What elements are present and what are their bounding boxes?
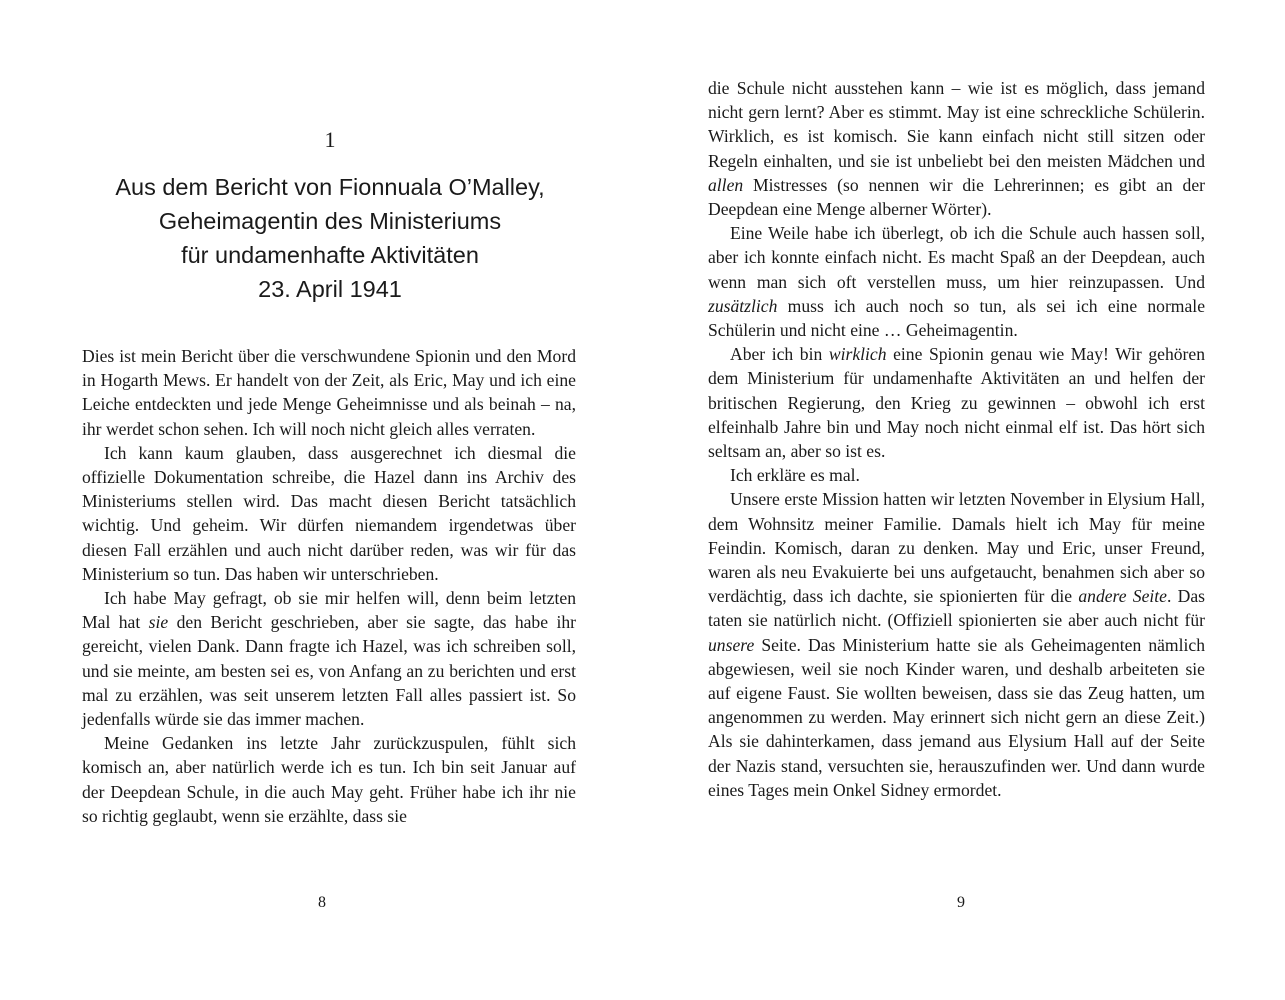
chapter-title-date: 23. April 1941 bbox=[258, 276, 402, 302]
paragraph bbox=[708, 221, 1205, 342]
text-run: Unsere erste Mission hatten wir letzten November in Elysium Hall, dem Wohnsitz meiner Familie. Damals hielt ich May für meine Feindin. Komisch, daran zu denken. May und Eric, unser Freund, waren als neu Evakuierte bei uns aufgetaucht, benahmen sich aber so verdächtig, dass ich dachte, sie spionierten für die bbox=[708, 489, 1205, 607]
text-run: den Bericht geschrieben, aber sie sagte, das habe ihr gereicht, vielen Dank. Dann fragte ich Hazel, was ich schreiben soll, und sie meinte, am besten sei es, von Anfang an zu berichten und erst mal zu erzählen, was seit unserem letzten Fall alles passiert ist. So jedenfalls würde sie das immer machen. bbox=[82, 612, 576, 730]
emphasis: wirklich bbox=[828, 344, 887, 365]
paragraph: Ich erkläre es mal. bbox=[730, 465, 860, 486]
paragraph bbox=[82, 586, 576, 731]
right-body-text bbox=[708, 76, 1205, 802]
emphasis: andere Seite bbox=[1078, 586, 1167, 607]
right-page bbox=[643, 0, 1285, 1000]
paragraph: Meine Gedanken ins letzte Jahr zurückzuspulen, fühlt sich komisch an, aber natürlich werde ich es tun. Ich bin seit Januar auf der Deepdean Schule, in die auch May geht. Früher habe ich ihr nie so richtig geglaubt, wenn sie erzählte, dass sie bbox=[82, 733, 576, 826]
page-number: 8 bbox=[318, 894, 326, 911]
emphasis: sie bbox=[148, 612, 169, 633]
emphasis: unsere bbox=[708, 634, 755, 655]
text-run: . Das taten sie natürlich nicht. (Offiziell spionierten sie aber auch nicht für bbox=[708, 586, 1205, 631]
paragraph: Dies ist mein Bericht über die verschwundene Spionin und den Mord in Hogarth Mews. Er handelt von der Zeit, als Eric, May und ich eine Leiche entdeckten und jede Menge Geheimnisse und als beinah – na, ihr werdet schon sehen. Ich will noch nicht gleich alles verraten. bbox=[82, 346, 576, 439]
text-run: muss ich auch noch so tun, als sei ich eine normale Schülerin und nicht eine … Geheimagentin. bbox=[708, 295, 1205, 341]
chapter-number: 1 bbox=[324, 127, 336, 152]
paragraph bbox=[708, 487, 1205, 802]
text-run: Eine Weile habe ich überlegt, ob ich die Schule auch hassen soll, aber ich konnte einfach nicht. Es macht Spaß an der Deepdean, auch wenn man sich oft verstellen muss, um hier reinzupassen. Und bbox=[708, 223, 1205, 292]
text-run: Aber ich bin bbox=[730, 344, 829, 365]
text-run: die Schule nicht ausstehen kann – wie ist es möglich, dass jemand nicht gern lernt? Aber es stimmt. May ist eine schreckliche Schülerin. Wirklich, es ist komisch. Sie kann einfach nicht still sitzen oder Regeln einhalten, und sie ist unbeliebt bei den meisten Mädchen und bbox=[708, 78, 1205, 171]
chapter-title-line: Geheimagentin des Ministeriums bbox=[158, 208, 502, 234]
paragraph: Ich kann kaum glauben, dass ausgerechnet ich diesmal die offizielle Dokumentation schreibe, die Hazel dann ins Archiv des Ministeriums stellen wird. Das macht diesen Bericht tatsächlich wichtig. Und geheim. Wir dürfen niemandem irgendetwas über diesen Fall erzählen und auch nicht darüber reden, was wir für das Ministerium so tun. Das haben wir unterschrieben. bbox=[82, 442, 576, 584]
chapter-title bbox=[0, 170, 660, 306]
text-run: Ich habe May gefragt, ob sie mir helfen will, denn beim letzten Mal hat bbox=[82, 588, 576, 633]
left-body-text bbox=[82, 344, 576, 828]
paragraph bbox=[708, 342, 1205, 463]
emphasis: allen bbox=[708, 174, 744, 195]
left-page bbox=[0, 0, 642, 1000]
paragraph bbox=[708, 76, 1205, 221]
emphasis: zusätzlich bbox=[708, 295, 778, 316]
text-run: eine Spionin genau wie May! Wir gehören dem Ministerium für undamenhafte Aktivitäten an und helfen der britischen Regierung, den Krieg zu gewinnen – obwohl ich erst elfeinhalb Jahre bin und May noch nicht einmal elf ist. Das hört sich seltsam an, aber so ist es. bbox=[708, 344, 1206, 462]
text-run: Seite. Das Ministerium hatte sie als Geheimagenten nämlich abgewiesen, weil sie noch Kinder waren, und deshalb arbeiteten sie auf eigene Faust. Sie wollten beweisen, dass sie das Zeug hatten, um angenommen zu werden. May erinnert sich nicht gern an diese Zeit.) Als sie dahinterkamen, dass jemand aus Elysium Hall auf der Seite der Nazis stand, versuchten sie, herauszufinden wer. Und dann wurde eines Tages mein Onkel Sidney ermordet. bbox=[708, 634, 1205, 800]
page-number: 9 bbox=[957, 894, 965, 911]
chapter-title-line: Aus dem Bericht von Fionnuala O’Malley, bbox=[115, 174, 545, 200]
chapter-title-line: für undamenhafte Aktivitäten bbox=[181, 242, 479, 268]
text-run: Mistresses (so nennen wir die Lehrerinnen; es gibt an der Deepdean eine Menge alberner Wörter). bbox=[708, 174, 1205, 220]
